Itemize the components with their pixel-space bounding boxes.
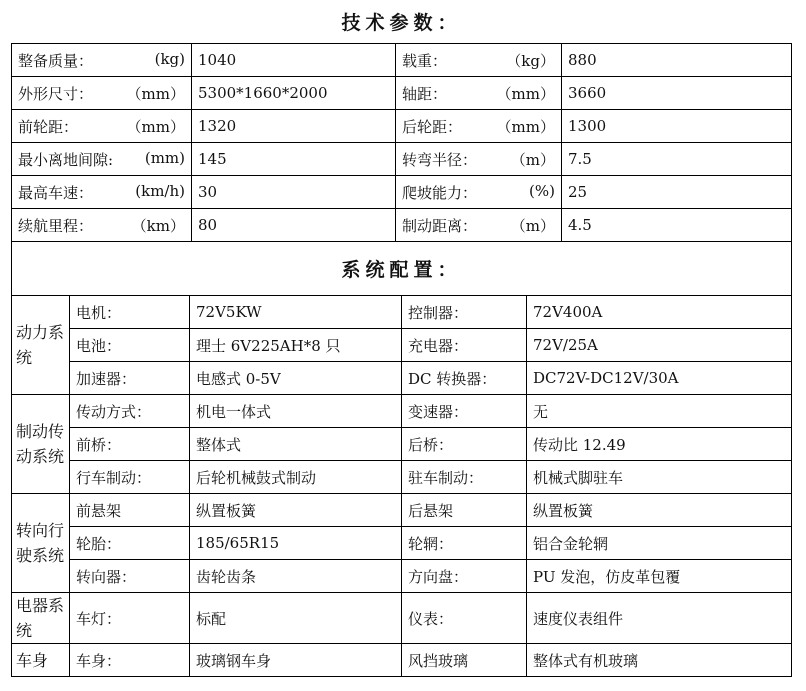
- param-label: 最高车速：: [18, 183, 94, 202]
- config-label: 电池：: [70, 329, 190, 362]
- param-unit: （mm）: [126, 117, 185, 136]
- param-label-wrap: [18, 50, 185, 71]
- config-value: 整体式: [190, 428, 402, 461]
- param-label-wrap: [402, 149, 555, 170]
- spec-document: [11, 0, 791, 677]
- config-value: 传动比 12.49: [527, 428, 792, 461]
- config-value: 玻璃钢车身: [190, 644, 402, 677]
- config-value: 理士 6V225AH*8 只: [190, 329, 402, 362]
- param-label-cell: [396, 176, 562, 209]
- param-label-wrap: [18, 182, 185, 203]
- param-label-cell: [12, 77, 192, 110]
- tech-row: [12, 209, 792, 242]
- config-label: 车身：: [70, 644, 190, 677]
- config-label: 后桥：: [402, 428, 527, 461]
- tech-row: [12, 110, 792, 143]
- param-label-cell: [12, 209, 192, 242]
- config-value: DC72V-DC12V/30A: [527, 362, 792, 395]
- config-label: 轮胎：: [70, 527, 190, 560]
- config-label: 控制器：: [402, 296, 527, 329]
- config-value: 72V/25A: [527, 329, 792, 362]
- param-unit: （m）: [510, 216, 555, 235]
- config-label: 转向器：: [70, 560, 190, 593]
- config-row: [12, 296, 792, 329]
- param-label-cell: [396, 77, 562, 110]
- param-value: 1320: [192, 110, 396, 143]
- config-label: 加速器：: [70, 362, 190, 395]
- config-row: [12, 362, 792, 395]
- config-title: 系统配置：: [12, 242, 792, 296]
- config-table: [11, 295, 792, 677]
- param-unit: （mm）: [496, 84, 555, 103]
- param-unit: （mm）: [496, 117, 555, 136]
- param-value: 1300: [562, 110, 792, 143]
- param-value: 5300*1660*2000: [192, 77, 396, 110]
- param-value: 145: [192, 143, 396, 176]
- param-label: 后轮距：: [402, 117, 463, 136]
- param-label: 转弯半径：: [402, 150, 478, 169]
- param-label-cell: [396, 209, 562, 242]
- param-value: 25: [562, 176, 792, 209]
- param-label: 整备质量：: [18, 51, 94, 70]
- param-value: 7.5: [562, 143, 792, 176]
- config-label: 仪表：: [402, 593, 527, 644]
- group-name: 车身: [12, 644, 70, 677]
- config-value: 纵置板簧: [527, 494, 792, 527]
- config-value: 72V400A: [527, 296, 792, 329]
- param-label: 载重：: [402, 51, 448, 70]
- param-unit: (%): [529, 181, 555, 200]
- param-label-cell: [396, 143, 562, 176]
- config-value: 齿轮齿条: [190, 560, 402, 593]
- config-label: 行车制动：: [70, 461, 190, 494]
- param-value: 4.5: [562, 209, 792, 242]
- param-label-wrap: [18, 149, 185, 170]
- config-label: 前桥：: [70, 428, 190, 461]
- param-label-wrap: [18, 116, 185, 137]
- config-row: [12, 644, 792, 677]
- config-row: [12, 593, 792, 644]
- param-value: 1040: [192, 44, 396, 77]
- param-label: 轴距：: [402, 84, 448, 103]
- tech-title: 技术参数：: [12, 0, 792, 44]
- config-label: 后悬架: [402, 494, 527, 527]
- param-label-wrap: [18, 215, 185, 236]
- group-name: 制动传动系统: [12, 395, 70, 494]
- param-label-cell: [396, 110, 562, 143]
- param-unit: （m）: [510, 150, 555, 169]
- param-label: 前轮距：: [18, 117, 79, 136]
- config-body: [12, 296, 792, 677]
- config-value: 无: [527, 395, 792, 428]
- config-label: DC 转换器：: [402, 362, 527, 395]
- tech-body: [12, 44, 792, 242]
- tech-row: [12, 143, 792, 176]
- param-label-wrap: [402, 182, 555, 203]
- config-value: 机械式脚驻车: [527, 461, 792, 494]
- config-row: [12, 494, 792, 527]
- tech-row: [12, 44, 792, 77]
- param-value: 880: [562, 44, 792, 77]
- config-row: [12, 560, 792, 593]
- config-row: [12, 527, 792, 560]
- config-value: 后轮机械鼓式制动: [190, 461, 402, 494]
- param-unit: (mm): [144, 148, 185, 167]
- config-title-row: [12, 242, 792, 296]
- config-label: 驻车制动：: [402, 461, 527, 494]
- param-label-wrap: [402, 215, 555, 236]
- config-label: 传动方式：: [70, 395, 190, 428]
- config-row: [12, 461, 792, 494]
- config-value: 标配: [190, 593, 402, 644]
- config-row: [12, 395, 792, 428]
- config-label: 方向盘：: [402, 560, 527, 593]
- param-label-cell: [12, 176, 192, 209]
- param-label: 续航里程：: [18, 216, 94, 235]
- config-label: 前悬架: [70, 494, 190, 527]
- config-row: [12, 428, 792, 461]
- param-label-wrap: [402, 116, 555, 137]
- group-name: 电器系统: [12, 593, 70, 644]
- param-label: 爬坡能力：: [402, 183, 478, 202]
- group-name: 动力系统: [12, 296, 70, 395]
- config-value: 185/65R15: [190, 527, 402, 560]
- config-label: 电机：: [70, 296, 190, 329]
- param-label: 制动距离：: [402, 216, 478, 235]
- config-label: 充电器：: [402, 329, 527, 362]
- tech-row: [12, 77, 792, 110]
- param-label-wrap: [402, 83, 555, 104]
- param-unit: （km）: [131, 216, 185, 235]
- param-value: 80: [192, 209, 396, 242]
- param-label-cell: [396, 44, 562, 77]
- config-value: 速度仪表组件: [527, 593, 792, 644]
- param-unit: (km/h): [135, 181, 185, 200]
- config-label: 风挡玻璃: [402, 644, 527, 677]
- config-value: 铝合金轮辋: [527, 527, 792, 560]
- config-label: 变速器：: [402, 395, 527, 428]
- param-value: 30: [192, 176, 396, 209]
- group-name: 转向行驶系统: [12, 494, 70, 593]
- config-value: 72V5KW: [190, 296, 402, 329]
- param-label-cell: [12, 110, 192, 143]
- param-label: 最小离地间隙:: [18, 150, 114, 169]
- param-unit: （mm）: [126, 84, 185, 103]
- config-label: 车灯：: [70, 593, 190, 644]
- param-label-cell: [12, 44, 192, 77]
- param-label-cell: [12, 143, 192, 176]
- param-label-wrap: [18, 83, 185, 104]
- config-value: PU 发泡，仿皮革包覆: [527, 560, 792, 593]
- config-label: 轮辋：: [402, 527, 527, 560]
- config-value: 整体式有机玻璃: [527, 644, 792, 677]
- tech-title-row: [12, 0, 792, 44]
- config-value: 机电一体式: [190, 395, 402, 428]
- tech-row: [12, 176, 792, 209]
- param-unit: （kg）: [506, 51, 555, 70]
- config-row: [12, 329, 792, 362]
- config-value: 电感式 0-5V: [190, 362, 402, 395]
- param-unit: (kg): [154, 49, 185, 68]
- tech-params-table: [11, 0, 792, 296]
- param-value: 3660: [562, 77, 792, 110]
- param-label-wrap: [402, 50, 555, 71]
- param-label: 外形尺寸：: [18, 84, 94, 103]
- config-value: 纵置板簧: [190, 494, 402, 527]
